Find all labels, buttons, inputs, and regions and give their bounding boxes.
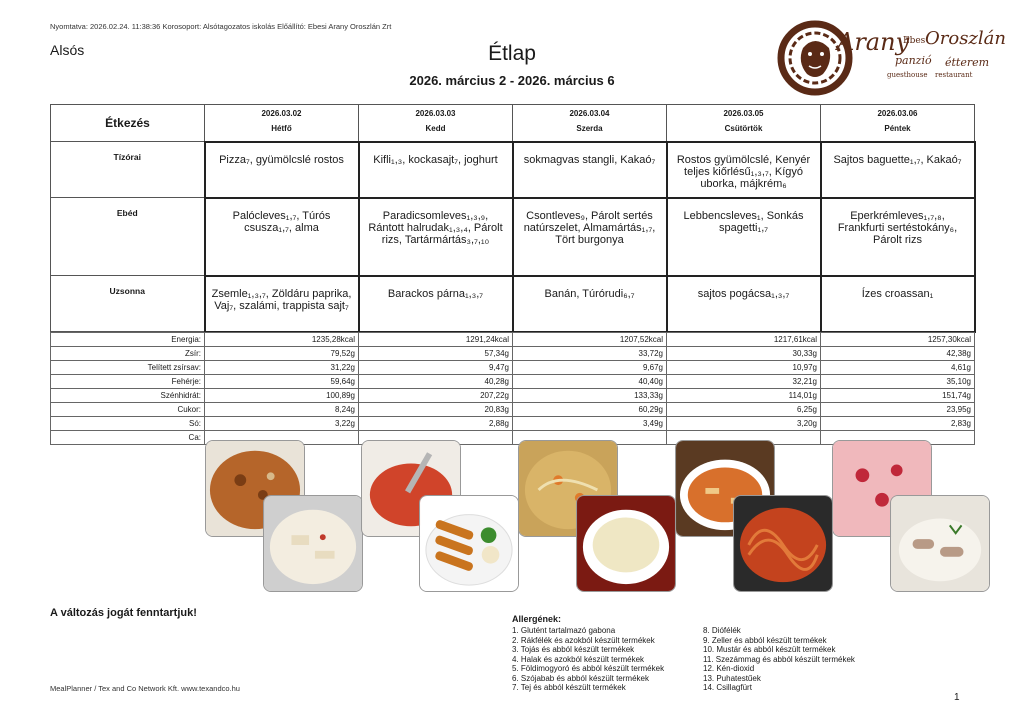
nutrition-value: 32,21g: [667, 375, 821, 389]
nutrition-table: [50, 332, 975, 445]
nutrition-value: 30,33g: [667, 347, 821, 361]
nutrition-row: [51, 389, 975, 403]
nutrition-value: 2,88g: [359, 417, 513, 431]
nutrition-value: 3,20g: [667, 417, 821, 431]
nutrition-value: 207,22g: [359, 389, 513, 403]
food-photo-sonkas-spagetti: [733, 495, 833, 592]
day-date: 2026.03.05: [723, 109, 764, 118]
nutrition-value: 9,67g: [513, 361, 667, 375]
nutrition-value: 151,74g: [821, 389, 975, 403]
day-name: Hétfő: [271, 124, 292, 133]
meal-row-tizorai: [51, 142, 975, 198]
allergens-list-2: [703, 626, 855, 693]
nutrition-label: Ca:: [51, 431, 205, 445]
allergen-item: 11. Szezámmag és abból készült termékek: [703, 654, 855, 664]
allergen-item: 10. Mustár és abból készült termékek: [703, 645, 836, 654]
age-group-label: Alsós: [50, 42, 85, 58]
food-photo-turos-csusza: [263, 495, 363, 592]
allergen-item: 7. Tej és abból készült termékek: [512, 683, 626, 692]
meal-label: Uzsonna: [51, 276, 205, 332]
nutrition-value: 23,95g: [821, 403, 975, 417]
nutrition-value: 8,24g: [205, 403, 359, 417]
logo-word-ebes: Ebes: [903, 36, 926, 46]
allergen-item: 12. Kén-dioxid: [703, 664, 755, 673]
meal-cell: sokmagvas stangli, Kakaó₇: [513, 142, 667, 198]
nutrition-value: 10,97g: [667, 361, 821, 375]
nutrition-value: 114,01g: [667, 389, 821, 403]
page-number: 1: [954, 692, 960, 703]
nutrition-value: 59,64g: [205, 375, 359, 389]
allergen-item: 4. Halak és azokból készült termékek: [512, 654, 645, 664]
meal-cell: Barackos párna₁,₃,₇: [359, 276, 513, 332]
date-range: 2026. március 2 - 2026. március 6: [409, 73, 615, 88]
day-header-tuesday: [359, 105, 513, 142]
allergen-item: 6. Szójabab és abból készült termékek: [512, 673, 649, 683]
day-date: 2026.03.06: [877, 109, 918, 118]
print-info: Nyomtatva: 2026.02.24. 11:38:36 Korosoport: Alsótagozatos iskolás Előállító: Ebesi Arany Oroszlán Zrt: [50, 22, 392, 31]
nutrition-value: 3,49g: [513, 417, 667, 431]
day-header-monday: [205, 105, 359, 142]
nutrition-value: 42,38g: [821, 347, 975, 361]
nutrition-label: Telített zsírsav:: [51, 361, 205, 375]
meal-cell: Rostos gyümölcslé, Kenyér teljes kiőrlésű₁,₃,₇, Kígyó uborka, májkrém₆: [667, 142, 821, 198]
menu-header-row: [51, 105, 975, 142]
logo-word-panzio: panzió: [895, 54, 932, 67]
nutrition-row: [51, 333, 975, 347]
meal-column-header: Étkezés: [51, 105, 205, 142]
day-date: 2026.03.03: [415, 109, 456, 118]
meal-cell: Banán, Túrórudi₆,₇: [513, 276, 667, 332]
page-title: Étlap: [488, 42, 536, 65]
day-name: Péntek: [884, 124, 911, 133]
food-photo-halrudak: [419, 495, 519, 592]
nutrition-value: 1217,61kcal: [667, 333, 821, 347]
nutrition-value: 20,83g: [359, 403, 513, 417]
nutrition-label: Zsír:: [51, 347, 205, 361]
allergen-item: 8. Diófélék: [703, 626, 741, 635]
nutrition-value: 57,34g: [359, 347, 513, 361]
nutrition-row: [51, 347, 975, 361]
meal-cell: Palócleves₁,₇, Túrós csusza₁,₇, alma: [205, 198, 359, 276]
nutrition-value: 1235,28kcal: [205, 333, 359, 347]
meal-cell: sajtos pogácsa₁,₃,₇: [667, 276, 821, 332]
nutrition-value: 79,52g: [205, 347, 359, 361]
meal-row-ebed: [51, 198, 975, 276]
day-header-wednesday: [513, 105, 667, 142]
meal-cell: Csontleves₉, Párolt sertés natúrszelet, Almamártás₁,₇, Tört burgonya: [513, 198, 667, 276]
nutrition-value: 60,29g: [513, 403, 667, 417]
day-date: 2026.03.04: [569, 109, 610, 118]
nutrition-value: 40,40g: [513, 375, 667, 389]
nutrition-value: 1257,30kcal: [821, 333, 975, 347]
logo-word-guesthouse: guesthouse: [887, 71, 928, 79]
meal-cell: Lebbencsleves₁, Sonkás spagetti₁,₇: [667, 198, 821, 276]
nutrition-label: Szénhidrát:: [51, 389, 205, 403]
meal-cell: Pizza₇, gyümölcslé rostos: [205, 142, 359, 198]
meal-row-uzsonna: [51, 276, 975, 332]
day-name: Kedd: [425, 124, 446, 133]
food-photo-sertestokany: [890, 495, 990, 592]
nutrition-value: 1291,24kcal: [359, 333, 513, 347]
nutrition-value: 35,10g: [821, 375, 975, 389]
meal-cell: Sajtos baguette₁,₇, Kakaó₇: [821, 142, 975, 198]
day-name: Szerda: [576, 124, 603, 133]
nutrition-value: 6,25g: [667, 403, 821, 417]
allergen-item: 9. Zeller és abból készült termékek: [703, 635, 827, 645]
company-logo: [775, 18, 1006, 98]
allergen-item: 2. Rákfélék és azokból készült termékek: [512, 635, 655, 645]
nutrition-value: 33,72g: [513, 347, 667, 361]
meal-cell: Kifli₁,₃, kockasajt₇, joghurt: [359, 142, 513, 198]
meal-label: Tízórai: [51, 142, 205, 198]
nutrition-value: 133,33g: [513, 389, 667, 403]
nutrition-value: 100,89g: [205, 389, 359, 403]
nutrition-value: 9,47g: [359, 361, 513, 375]
nutrition-row: [51, 361, 975, 375]
allergen-item: 14. Csillagfürt: [703, 683, 752, 692]
meal-cell: Ízes croassan₁: [821, 276, 975, 332]
meal-cell: Paradicsomleves₁,₃,₉, Rántott halrudak₁,₃,₄, Párolt rizs, Tartármártás₃,₇,₁₀: [359, 198, 513, 276]
logo-word-arany: Arany: [837, 28, 910, 56]
logo-word-etterem: étterem: [945, 56, 990, 69]
nutrition-label: Fehérje:: [51, 375, 205, 389]
nutrition-label: Cukor:: [51, 403, 205, 417]
nutrition-value: 4,61g: [821, 361, 975, 375]
nutrition-row: [51, 375, 975, 389]
nutrition-row: [51, 417, 975, 431]
nutrition-value: 1207,52kcal: [513, 333, 667, 347]
logo-word-oroszlan: Oroszlán: [925, 28, 1006, 49]
nutrition-label: Energia:: [51, 333, 205, 347]
nutrition-value: 40,28g: [359, 375, 513, 389]
day-date: 2026.03.02: [261, 109, 302, 118]
footer-credit: MealPlanner / Tex and Co Network Kft. www.texandco.hu: [50, 684, 240, 693]
allergen-item: 13. Puhatestűek: [703, 673, 761, 683]
meal-cell: Eperkrémleves₁,₇,₈, Frankfurti sertéstokány₆, Párolt rizs: [821, 198, 975, 276]
nutrition-value: 2,83g: [821, 417, 975, 431]
nutrition-value: 3,22g: [205, 417, 359, 431]
menu-table: [50, 104, 976, 333]
day-name: Csütörtök: [724, 124, 763, 133]
meal-label: Ebéd: [51, 198, 205, 276]
nutrition-value: 31,22g: [205, 361, 359, 375]
allergen-item: 3. Tojás és abból készült termékek: [512, 645, 635, 654]
day-header-thursday: [667, 105, 821, 142]
allergens-title: Allergének:: [512, 614, 562, 624]
change-notice: A változás jogát fenntartjuk!: [50, 607, 197, 619]
nutrition-label: Só:: [51, 417, 205, 431]
nutrition-row: [51, 403, 975, 417]
meal-cell: Zsemle₁,₃,₇, Zöldáru paprika, Vaj₇, szalámi, trappista sajt₇: [205, 276, 359, 332]
food-photo-almamartas: [576, 495, 676, 592]
logo-word-restaurant: restaurant: [935, 71, 973, 79]
allergen-item: 5. Földimogyoró és abból készült termékek: [512, 664, 665, 673]
day-header-friday: [821, 105, 975, 142]
allergens-list-1: [512, 626, 664, 693]
allergen-item: 1. Glutént tartalmazó gabona: [512, 626, 616, 635]
